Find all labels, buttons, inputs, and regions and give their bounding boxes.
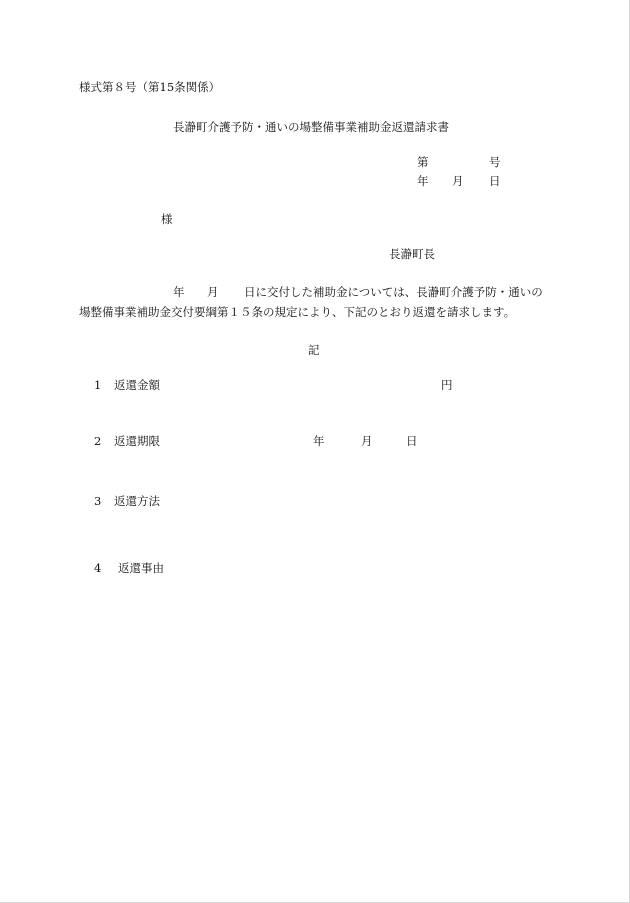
item-number: 1 <box>94 378 102 392</box>
item-number: 2 <box>94 434 102 448</box>
ki-heading: 記 <box>308 343 320 357</box>
deadline-month: 月 <box>361 434 373 448</box>
form-number: 様式第８号（第15条関係） <box>79 80 221 94</box>
sender-name: 長瀞町長 <box>389 247 435 261</box>
number-suffix: 号 <box>489 155 501 169</box>
issue-date-day: 日 <box>489 174 501 188</box>
body-month: 月 <box>207 285 219 299</box>
number-prefix: 第 <box>417 155 429 169</box>
item-number: 4 <box>94 561 102 575</box>
body-year: 年 <box>173 285 185 299</box>
issue-date-year: 年 <box>417 174 429 188</box>
amount-unit: 円 <box>441 378 453 392</box>
item-label: 返還金額 <box>114 378 160 392</box>
item-number: 3 <box>94 494 102 508</box>
issue-date-month: 月 <box>452 174 464 188</box>
item-label: 返還事由 <box>118 561 164 575</box>
item-label: 返還方法 <box>114 494 160 508</box>
body-rest: 日に交付した補助金については、長瀞町介護予防・通いの <box>244 285 543 299</box>
deadline-day: 日 <box>406 434 418 448</box>
addressee-suffix: 様 <box>161 212 173 226</box>
deadline-year: 年 <box>313 434 325 448</box>
item-label: 返還期限 <box>114 434 160 448</box>
body-line-2: 場整備事業補助金交付要綱第１５条の規定により、下記のとおり返還を請求します。 <box>79 305 516 319</box>
document-title: 長瀞町介護予防・通いの場整備事業補助金返還請求書 <box>173 120 449 134</box>
